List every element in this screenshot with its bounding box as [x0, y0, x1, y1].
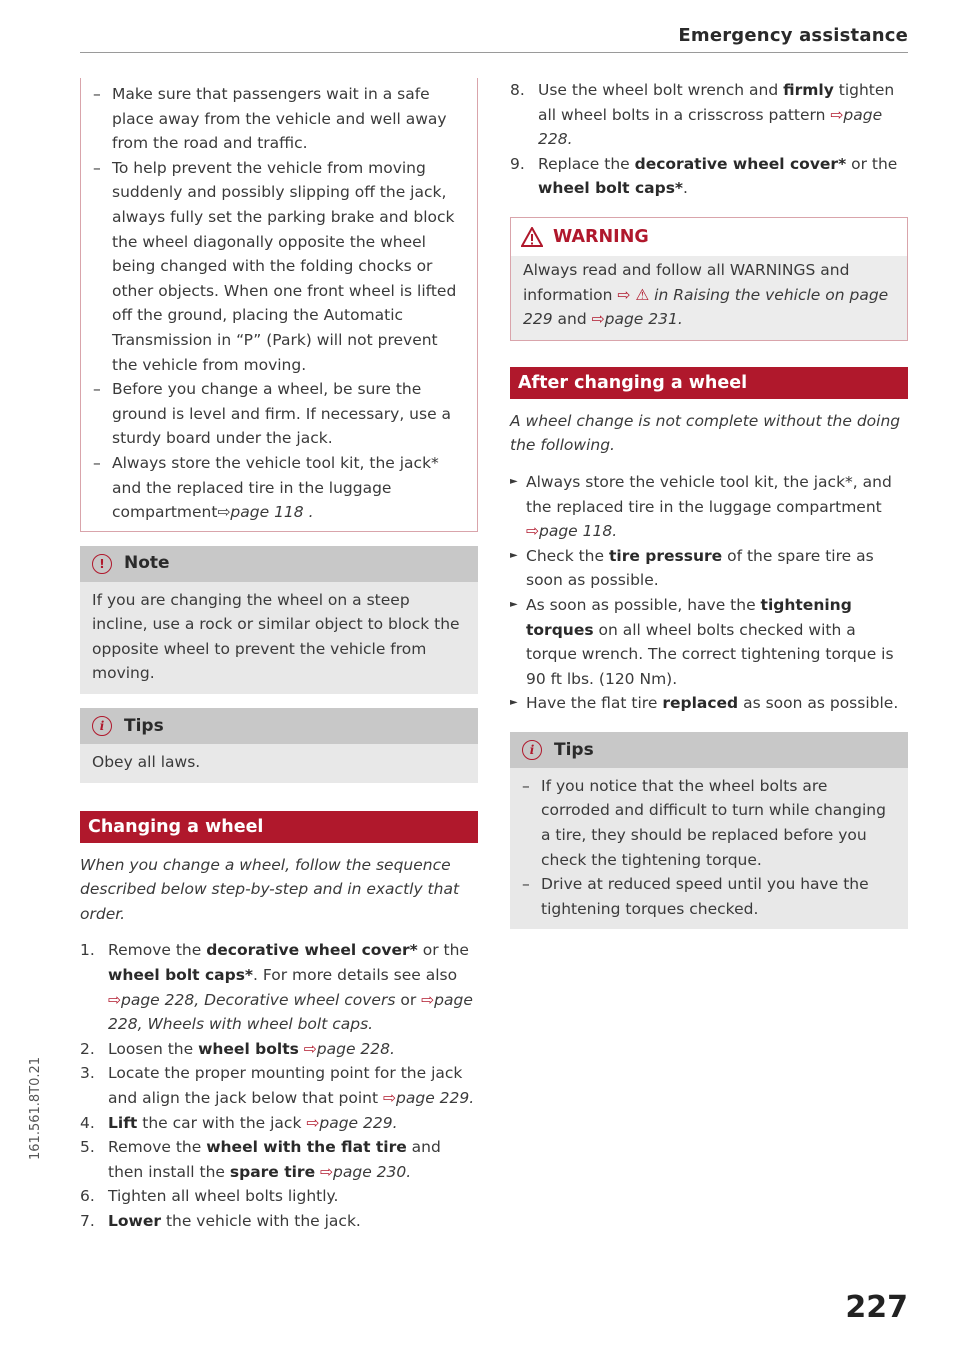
tips-title: Tips	[554, 739, 594, 760]
list-item: 1. Remove the decorative wheel cover* or the wheel bolt caps*. For more details see also ⇨page 228, Decorative wheel covers or ⇨page 228, Wheels with wheel bolt caps.	[80, 941, 473, 1034]
tips-list	[522, 774, 896, 922]
tips-body	[510, 768, 908, 930]
tips-header	[510, 732, 908, 768]
list-item: ► Have the flat tire replaced as soon as possible.	[510, 691, 908, 716]
list-item: ► As soon as possible, have the tightening torques on all wheel bolts checked with a torque wrench. The correct tightening torque is 90 ft lbs. (120 Nm).	[510, 593, 908, 691]
right-column	[510, 78, 908, 929]
warning-triangle-icon	[521, 227, 543, 247]
page-header	[80, 22, 908, 53]
info-circle-icon: i	[92, 716, 112, 736]
list-item: 8. Use the wheel bolt wrench and firmly tighten all wheel bolts in a crisscross pattern ⇨page 228.	[510, 81, 895, 149]
list-item: – Always store the vehicle tool kit, the jack* and the replaced tire in the luggage compartment⇨page 118 .	[93, 451, 465, 525]
tips-header	[80, 708, 478, 744]
list-item: 3. Locate the proper mounting point for the jack and align the jack below that point ⇨page 229.	[80, 1064, 475, 1107]
document-code: 161.561.8T0.21	[28, 1056, 43, 1160]
tips-title: Tips	[124, 715, 164, 736]
info-circle-icon: i	[522, 740, 542, 760]
page-reference[interactable]: ⇨page 228, Wheels with wheel bolt caps.	[108, 990, 473, 1034]
section-intro: When you change a wheel, follow the sequence described below step-by-step and in exactly that order.	[80, 855, 460, 923]
steps-list	[80, 938, 478, 1233]
list-item: – To help prevent the vehicle from moving suddenly and possibly slipping off the jack, always fully set the parking brake and block the wheel diagonally opposite the wheel being changed with the folding chocks or other objects. When one front wheel is lifted off the ground, placing the Automatic Transmission in “P” (Park) will not prevent the vehicle from moving.	[93, 156, 465, 377]
list-item: 2. Loosen the wheel bolts ⇨page 228.	[80, 1039, 395, 1058]
tips-body: Obey all laws.	[92, 753, 201, 772]
section-heading-after-changing: After changing a wheel	[510, 367, 908, 399]
list-item: 6. Tighten all wheel bolts lightly.	[80, 1187, 339, 1206]
steps-list-continued	[510, 78, 908, 201]
note-header	[80, 546, 478, 582]
tips-box	[510, 732, 908, 930]
section-heading-changing-wheel: Changing a wheel	[80, 811, 478, 843]
section-intro: A wheel change is not complete without the doing the following.	[510, 411, 901, 455]
page-reference[interactable]: ⇨page 118 .	[217, 503, 314, 522]
exclamation-circle-icon: !	[92, 554, 112, 574]
page-reference[interactable]: ⇨page 229.	[306, 1113, 398, 1132]
note-body: If you are changing the wheel on a steep incline, use a rock or similar object to block the opposite wheel to prevent the vehicle from moving.	[92, 590, 460, 683]
warning-title: WARNING	[553, 226, 649, 247]
page-reference[interactable]: ⇨page 228.	[538, 105, 883, 149]
note-box	[80, 546, 478, 694]
note-title: Note	[124, 553, 170, 574]
tips-box	[80, 708, 478, 783]
header-title: Emergency assistance	[678, 25, 908, 46]
warning-continuation-box	[80, 78, 478, 532]
warning-list	[93, 82, 465, 525]
warning-body: Always read and follow all WARNINGS and information ⇨ ⚠ in Raising the vehicle on page 229 and ⇨page 231.	[523, 260, 889, 329]
page-reference[interactable]: ⇨page 228, Decorative wheel covers	[108, 990, 396, 1009]
page-number: 227	[845, 1290, 908, 1325]
page-reference[interactable]: ⇨ ⚠ in Raising the vehicle on page 229	[523, 285, 889, 329]
list-item: – Drive at reduced speed until you have the tightening torques checked.	[522, 872, 896, 921]
list-item: ► Check the tire pressure of the spare tire as soon as possible.	[510, 544, 908, 593]
list-item: 9. Replace the decorative wheel cover* or the wheel bolt caps*.	[510, 154, 898, 198]
list-item: – If you notice that the wheel bolts are corroded and difficult to turn while changing a tire, they should be replaced before you check the tightening torque.	[522, 774, 896, 872]
list-item: 7. Lower the vehicle with the jack.	[80, 1211, 361, 1230]
warning-box	[510, 217, 908, 341]
page-reference[interactable]: ⇨page 118.	[526, 522, 618, 541]
page-reference[interactable]: ⇨page 231.	[591, 310, 683, 329]
list-item: – Make sure that passengers wait in a safe place away from the vehicle and well away from the road and traffic.	[93, 82, 465, 156]
page-reference[interactable]: ⇨page 228.	[303, 1039, 395, 1058]
list-item: 5. Remove the wheel with the flat tire and then install the spare tire ⇨page 230.	[80, 1138, 441, 1181]
action-list	[510, 470, 908, 716]
warning-header	[511, 218, 907, 256]
list-item: – Before you change a wheel, be sure the ground is level and firm. If necessary, use a sturdy board under the jack.	[93, 377, 465, 451]
left-column	[80, 78, 478, 1234]
page-reference[interactable]: ⇨page 229.	[383, 1089, 475, 1107]
list-item: ► Always store the vehicle tool kit, the jack*, and the replaced tire in the luggage compartment ⇨page 118.	[510, 470, 908, 544]
list-item: 4. Lift the car with the jack ⇨page 229.	[80, 1113, 398, 1132]
page-reference[interactable]: ⇨page 230.	[320, 1162, 412, 1181]
